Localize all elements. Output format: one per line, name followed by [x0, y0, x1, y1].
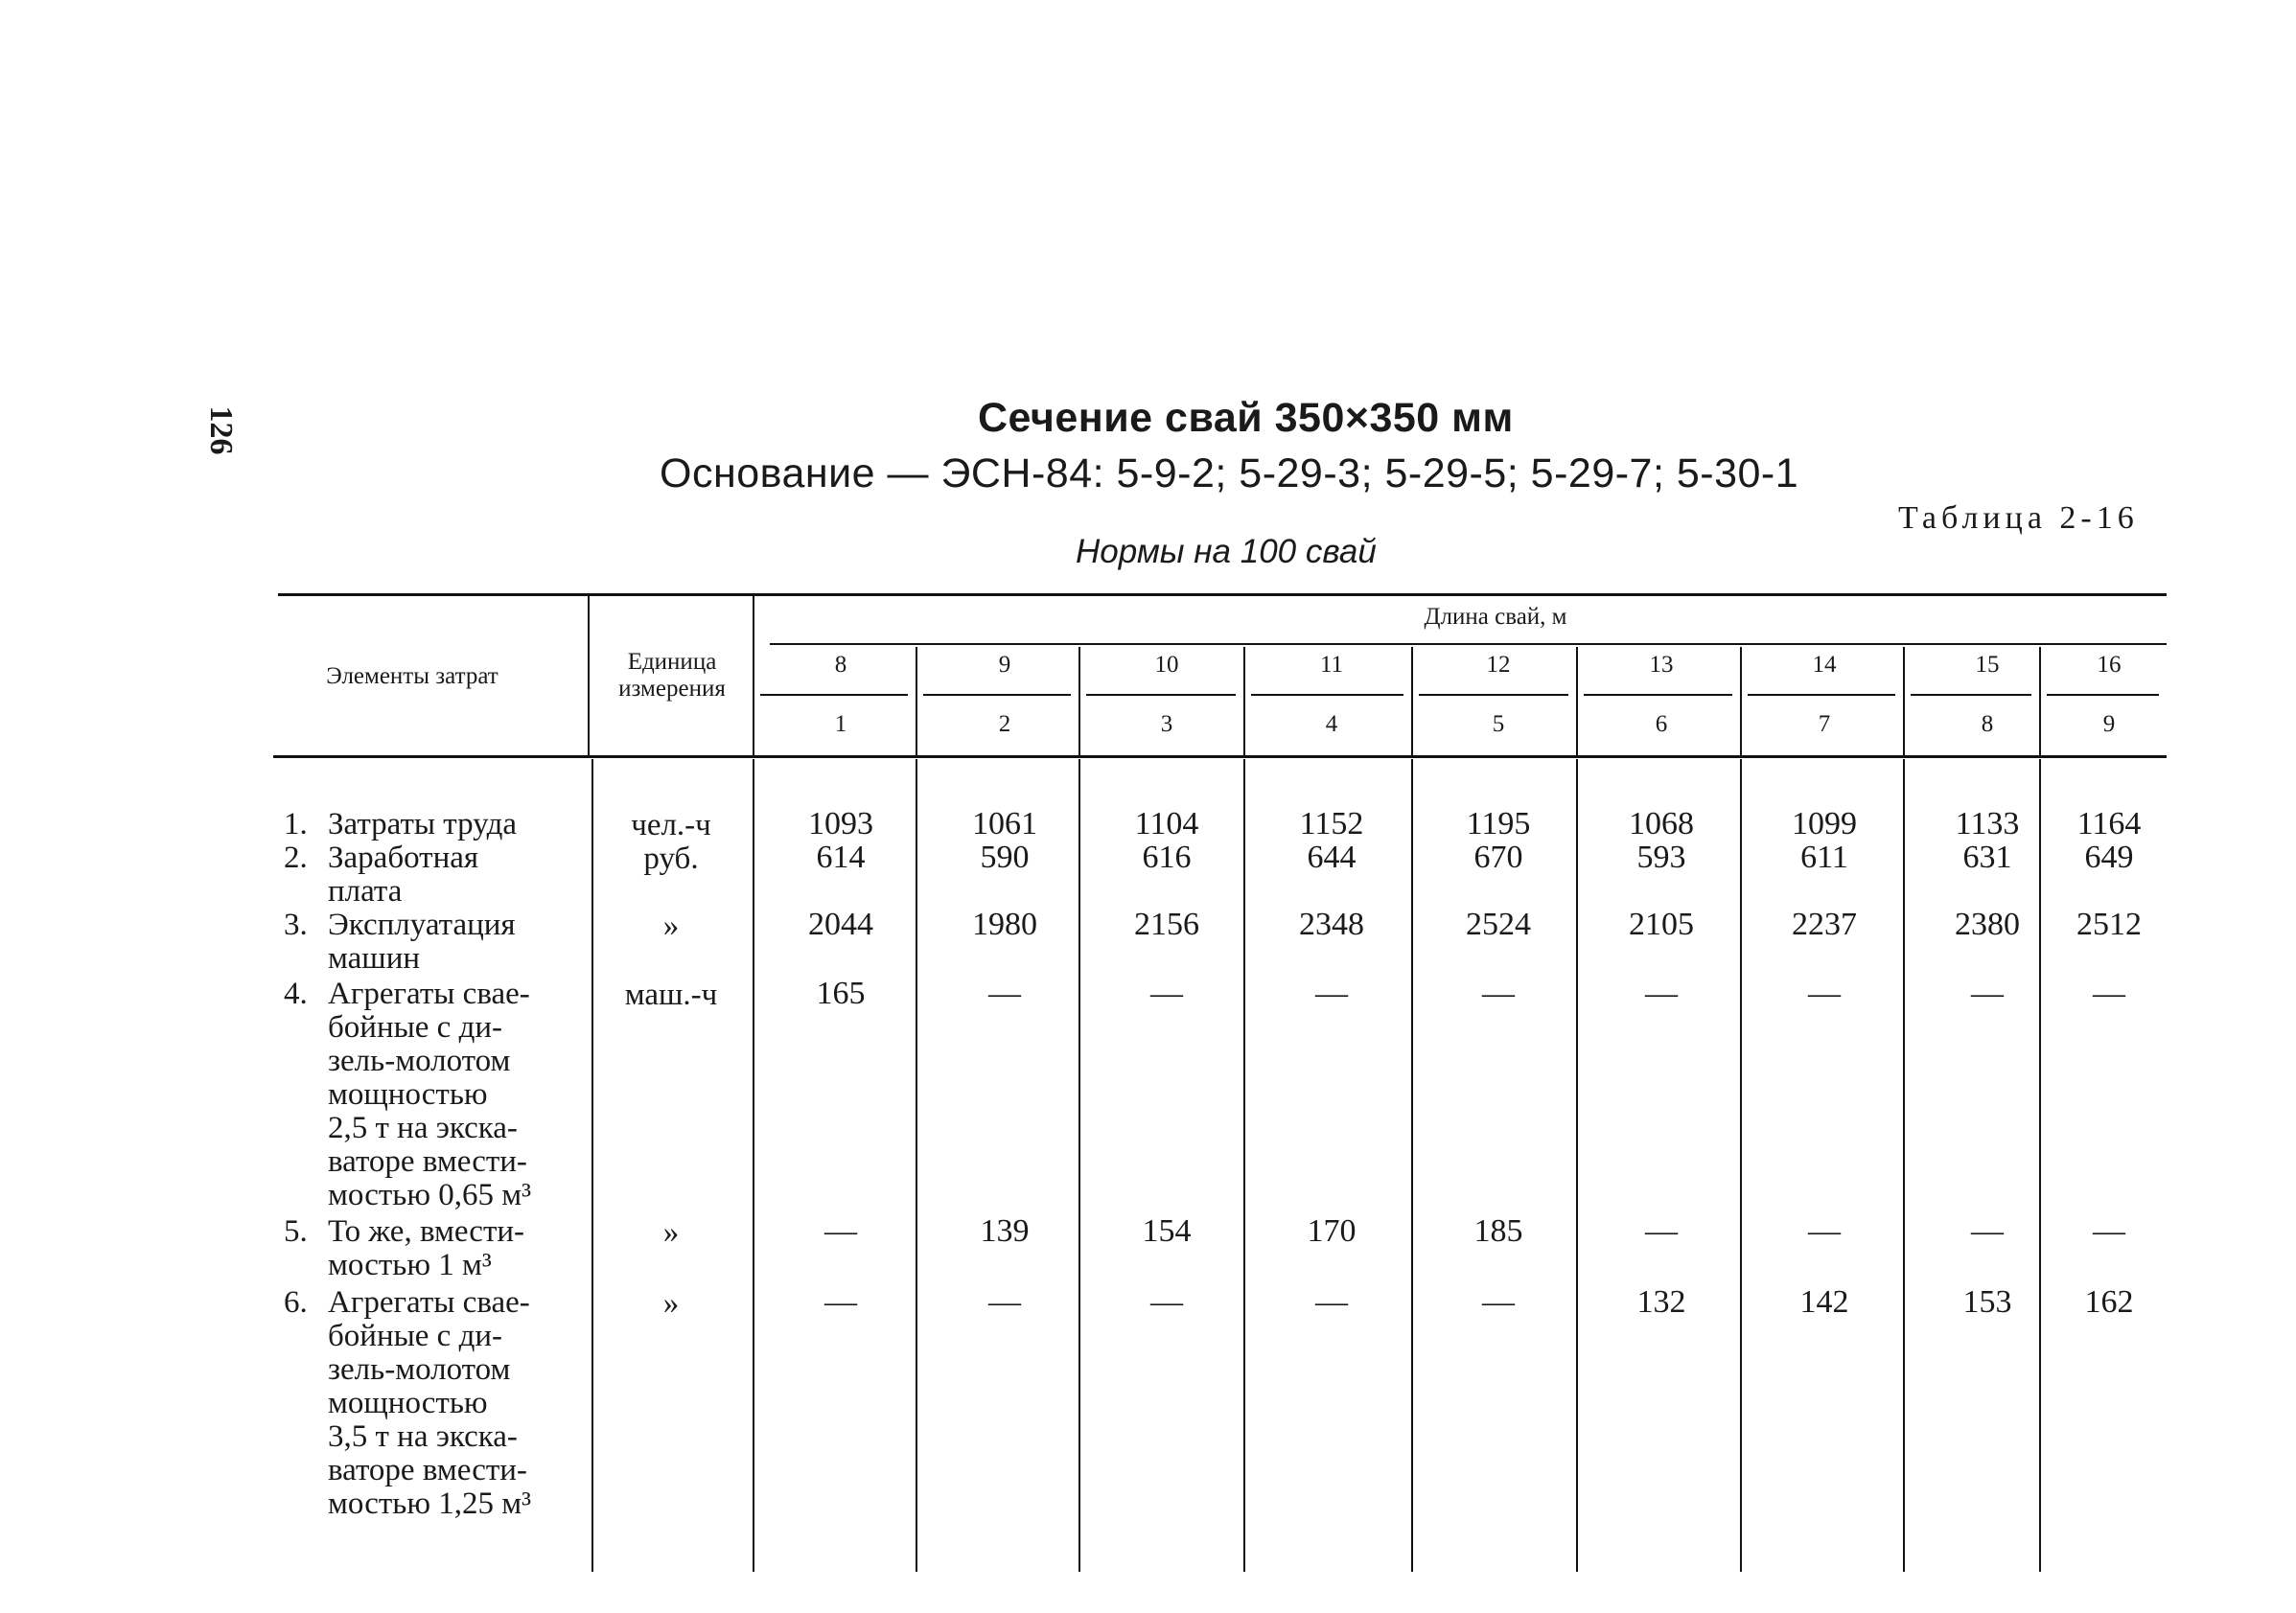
body-column-divider: [1576, 759, 1578, 1572]
row-label-line: мощностью: [328, 1386, 488, 1420]
row-number: 4.: [284, 977, 308, 1011]
header-elements: Элементы затрат: [326, 663, 499, 689]
header-bottom-rule: [273, 755, 2167, 758]
row-label-line: мостью 1,25 м³: [328, 1486, 532, 1521]
row-label-line: мостью 0,65 м³: [328, 1178, 532, 1212]
body-column-divider: [1740, 759, 1742, 1572]
body-column-divider: [2039, 759, 2041, 1572]
row-label-line: бойные с ди-: [328, 1319, 503, 1353]
header-divider-values: [753, 596, 754, 755]
header-column-number: 3: [1160, 711, 1173, 737]
header-column-number: 9: [2102, 711, 2116, 737]
body-column-divider: [1078, 759, 1080, 1572]
row-label-line: 2,5 т на экска-: [328, 1111, 518, 1145]
table-cell: 1068: [1629, 806, 1694, 841]
page-number: 126: [203, 405, 239, 455]
table-cell: 170: [1307, 1213, 1357, 1249]
table-cell: —: [824, 1213, 857, 1249]
table-cell: —: [1808, 1213, 1841, 1249]
header-length-8: 8: [834, 652, 847, 678]
header-length-14: 14: [1812, 652, 1837, 678]
table-cell: 2105: [1629, 907, 1694, 942]
table-cell: 590: [980, 840, 1030, 875]
header-column-divider: [1740, 647, 1742, 755]
row-label-line: бойные с ди-: [328, 1010, 503, 1045]
row-label: [284, 1286, 531, 1521]
table-cell: 185: [1473, 1213, 1523, 1249]
table-cell: 614: [816, 840, 866, 875]
table-cell: 1093: [808, 806, 873, 841]
table-cell: 154: [1142, 1213, 1192, 1249]
table-cell: 644: [1307, 840, 1357, 875]
header-length-13: 13: [1649, 652, 1674, 678]
row-label-line: Агрегаты свае-: [328, 977, 530, 1011]
row-unit: маш.-ч: [624, 978, 718, 1012]
header-column-divider: [1576, 647, 1578, 755]
row-label: [284, 808, 517, 841]
row-label-line: 3,5 т на экска-: [328, 1419, 518, 1454]
row-number: 6.: [284, 1285, 308, 1320]
header-column-number: 2: [998, 711, 1011, 737]
table-label: Таблица 2-16: [1898, 500, 2139, 536]
norms-caption: Нормы на 100 свай: [1076, 533, 1377, 570]
length-number-rule: [1748, 694, 1895, 696]
row-number: 5.: [284, 1214, 308, 1249]
header-length-11: 11: [1319, 652, 1344, 678]
table-cell: —: [2093, 976, 2125, 1011]
header-column-number: 6: [1655, 711, 1668, 737]
header-column-number: 8: [1981, 711, 1994, 737]
body-divider-unit: [591, 759, 593, 1572]
table-cell: —: [1971, 976, 2004, 1011]
header-column-divider: [1243, 647, 1245, 755]
row-label-line: мостью 1 м³: [328, 1248, 492, 1282]
table-cell: 2156: [1134, 907, 1199, 942]
table-cell: —: [988, 1284, 1021, 1320]
row-label-line: машин: [328, 941, 421, 976]
header-length-15: 15: [1975, 652, 2000, 678]
row-label-line: зель-молотом: [328, 1044, 511, 1078]
table-cell: 611: [1800, 840, 1848, 875]
table-cell: —: [1645, 976, 1678, 1011]
header-length-group: Длина свай, м: [1424, 604, 1567, 630]
table-cell: 1152: [1299, 806, 1364, 841]
length-number-rule: [1419, 694, 1568, 696]
header-length-10: 10: [1154, 652, 1179, 678]
row-label-line: Эксплуатация: [328, 908, 516, 942]
length-number-rule: [2047, 694, 2159, 696]
length-number-rule: [923, 694, 1071, 696]
table-cell: 139: [980, 1213, 1030, 1249]
table-cell: 142: [1799, 1284, 1849, 1320]
row-label: [284, 841, 478, 909]
table-cell: 1980: [972, 907, 1037, 942]
table-cell: —: [1971, 1213, 2004, 1249]
row-label-line: ваторе вмести-: [328, 1453, 527, 1487]
length-number-rule: [1086, 694, 1236, 696]
table-cell: 1133: [1955, 806, 2020, 841]
table-cell: —: [1150, 976, 1183, 1011]
header-column-number: 7: [1818, 711, 1831, 737]
row-label-line: плата: [328, 874, 403, 909]
table-cell: —: [1482, 1284, 1515, 1320]
header-column-divider: [1078, 647, 1080, 755]
table-cell: 1104: [1134, 806, 1199, 841]
body-column-divider: [753, 759, 754, 1572]
table-cell: —: [988, 976, 1021, 1011]
header-column-number: 5: [1492, 711, 1505, 737]
page-title: Сечение свай 350×350 мм: [978, 395, 1514, 441]
body-column-divider: [1411, 759, 1413, 1572]
row-unit: чел.-ч: [631, 808, 711, 842]
header-unit: [587, 649, 757, 703]
table-cell: 1099: [1792, 806, 1857, 841]
header-unit-line2: измерения: [618, 676, 726, 702]
table-cell: 2237: [1792, 907, 1857, 942]
table-cell: 2524: [1466, 907, 1531, 942]
table-cell: 593: [1636, 840, 1686, 875]
header-length-9: 9: [998, 652, 1011, 678]
table-cell: 1195: [1466, 806, 1531, 841]
body-column-divider: [1903, 759, 1905, 1572]
row-number: 3.: [284, 908, 308, 942]
row-label-line: зель-молотом: [328, 1352, 511, 1387]
table-cell: 165: [816, 976, 866, 1011]
table-cell: —: [1645, 1213, 1678, 1249]
row-label-line: То же, вмести-: [328, 1214, 525, 1249]
table-cell: 1061: [972, 806, 1037, 841]
page-subtitle: Основание — ЭСН-84: 5-9-2; 5-29-3; 5-29-5; 5-29-7; 5-30-1: [660, 450, 1799, 496]
table-cell: 2512: [2076, 907, 2142, 942]
row-label: [284, 1215, 524, 1282]
length-number-rule: [1584, 694, 1732, 696]
header-column-divider: [2039, 647, 2041, 755]
row-number: 2.: [284, 841, 308, 875]
row-unit: »: [662, 1215, 680, 1250]
header-column-divider: [1903, 647, 1905, 755]
table-cell: 2044: [808, 907, 873, 942]
row-label-line: Затраты труда: [328, 807, 518, 841]
table-cell: —: [2093, 1213, 2125, 1249]
table-cell: 132: [1636, 1284, 1686, 1320]
table-cell: —: [1808, 976, 1841, 1011]
table-cell: 649: [2084, 840, 2134, 875]
table-cell: —: [1150, 1284, 1183, 1320]
table-cell: 631: [1962, 840, 2012, 875]
body-column-divider: [916, 759, 917, 1572]
header-divider-unit: [588, 596, 590, 755]
table-cell: 616: [1142, 840, 1192, 875]
table-cell: 153: [1962, 1284, 2012, 1320]
header-column-number: 4: [1325, 711, 1338, 737]
length-group-rule: [770, 643, 2167, 645]
header-column-divider: [916, 647, 917, 755]
body-column-divider: [1243, 759, 1245, 1572]
row-label-line: Агрегаты свае-: [328, 1285, 530, 1320]
row-number: 1.: [284, 807, 308, 841]
row-label: [284, 978, 531, 1212]
row-label: [284, 909, 516, 976]
length-number-rule: [760, 694, 908, 696]
table-cell: 2348: [1299, 907, 1364, 942]
header-length-16: 16: [2097, 652, 2122, 678]
header-unit-line1: Единица: [627, 649, 717, 675]
header-column-number: 1: [834, 711, 847, 737]
row-label-line: ваторе вмести-: [328, 1144, 527, 1179]
header-column-divider: [1411, 647, 1413, 755]
row-unit: »: [662, 1286, 680, 1321]
table-cell: 2380: [1955, 907, 2020, 942]
row-label-line: Заработная: [328, 841, 479, 875]
table-cell: 162: [2084, 1284, 2134, 1320]
table-cell: —: [824, 1284, 857, 1320]
length-number-rule: [1251, 694, 1403, 696]
row-unit: »: [662, 909, 680, 943]
row-unit: руб.: [643, 841, 699, 876]
table-top-rule: [278, 593, 2167, 596]
length-number-rule: [1911, 694, 2031, 696]
table-cell: —: [1315, 1284, 1348, 1320]
table-cell: —: [1315, 976, 1348, 1011]
table-cell: 1164: [2076, 806, 2142, 841]
header-length-12: 12: [1486, 652, 1511, 678]
table-cell: 670: [1473, 840, 1523, 875]
row-label-line: мощностью: [328, 1077, 488, 1112]
table-cell: —: [1482, 976, 1515, 1011]
